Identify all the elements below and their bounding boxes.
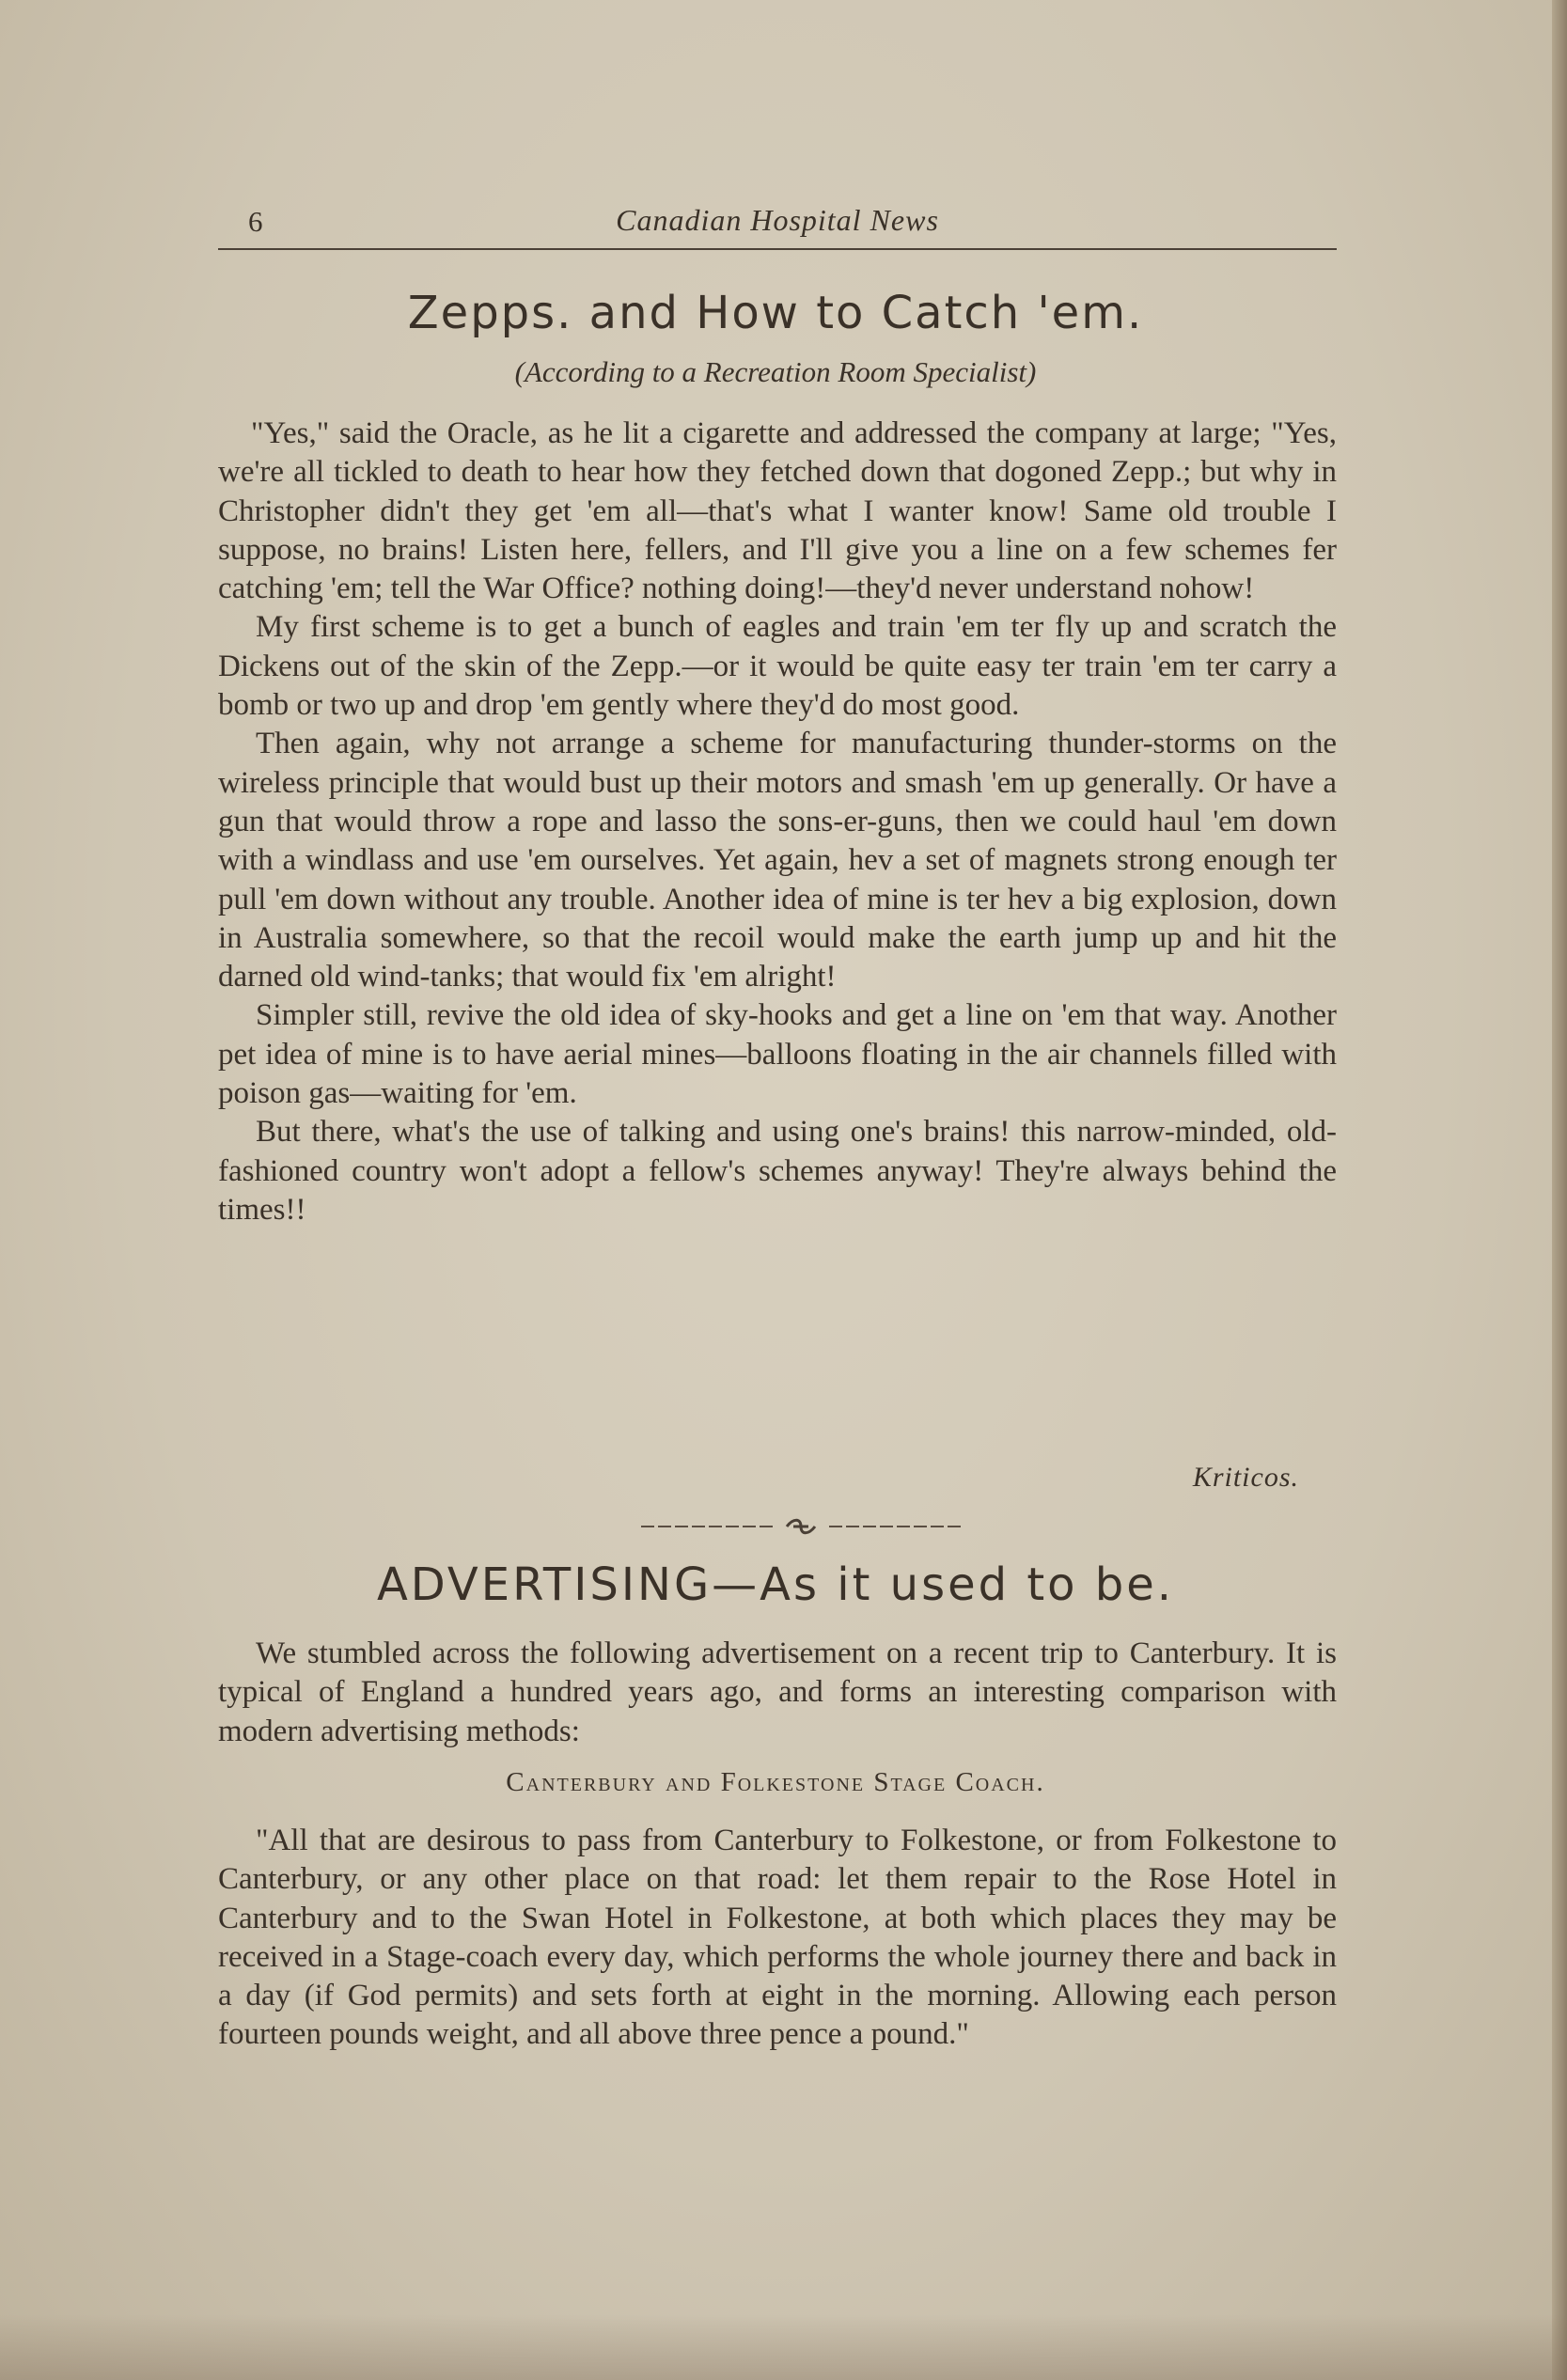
advertisement-body	[218, 1822, 1337, 2055]
page-number: 6	[248, 205, 263, 238]
page-edge-shadow	[1552, 0, 1567, 2380]
page-header	[218, 196, 1337, 250]
article1-paragraph: "Yes," said the Oracle, as he lit a cigarette and addressed the company at large; "Yes, we're all tickled to death to hear how they fetched down that dogoned Zepp.; but why in Christopher didn't they get 'em all—that's what I wanter know! Same old trouble I suppose, no brains! Listen here, fellers, and I'll give you a line on a few schemes fer catching 'em; tell the War Office? nothing doing!—they'd never understand nohow!	[218, 416, 1337, 606]
article1-body	[218, 415, 1337, 1229]
article1-paragraph: Then again, why not arrange a scheme for manufacturing thunder-storms on the wireless principle that would bust up their motors and smash 'em up generally. Or have a gun that would throw a rope and lasso the sons-er-guns, then we could haul 'em down with a windlass and use 'em ourselves. Yet again, hev a set of magnets strong enough ter pull 'em down without any trouble. Another idea of mine is ter hev a big explosion, down in Australia somewhere, so that the recoil would make the earth jump up and hit the darned old wind-tanks; that would fix 'em alright!	[218, 727, 1337, 994]
article2-title: ADVERTISING—As it used to be.	[376, 1558, 1175, 1611]
article1-paragraph: Simpler still, revive the old idea of sky-hooks and get a line on 'em that way. Another pet idea of mine is to have aerial mines—balloons floating in the air channels filled with poison gas—waiting for 'em.	[218, 998, 1337, 1111]
article1-paragraph: But there, what's the use of talking and using one's brains! this narrow-minded, old-fashioned country won't adopt a fellow's schemes anyway! They're always behind the times!!	[218, 1115, 1337, 1227]
article1-subtitle: (According to a Recreation Room Specialist)	[514, 355, 1037, 388]
page-bottom-shading	[0, 2314, 1567, 2380]
article1-title: Zepps. and How to Catch 'em.	[407, 287, 1144, 339]
article2-intro	[218, 1635, 1337, 1751]
advertisement-title: Canterbury and Folkestone Stage Coach.	[506, 1767, 1045, 1797]
running-head: Canadian Hospital News	[616, 203, 939, 237]
advertisement-paragraph: "All that are desirous to pass from Canterbury to Folkestone, or from Folkestone to Canterbury, or any other place on that road: let them repair to the Rose Hotel in Canterbury and to the Swan Hotel in Folkestone, at both which places they may be received in a Stage-coach every day, which performs the whole journey there and back in a day (if God permits) and sets forth at eight in the morning. Allowing each person fourteen pounds weight, and all above three pence a pound."	[218, 1824, 1337, 2052]
article1-paragraph: My first scheme is to get a bunch of eagles and train 'em ter fly up and scratch the Dickens out of the skin of the Zepp.—or it would be quite easy ter train 'em ter carry a bomb or two up and drop 'em gently where they'd do most good.	[218, 610, 1337, 723]
ornament-divider	[632, 1516, 970, 1535]
article1-signature: Kriticos.	[1192, 1462, 1299, 1493]
article2-intro-paragraph: We stumbled across the following advertisement on a recent trip to Canterbury. It is typical of England a hundred years ago, and forms an interesting comparison with modern advertising methods:	[218, 1636, 1337, 1748]
